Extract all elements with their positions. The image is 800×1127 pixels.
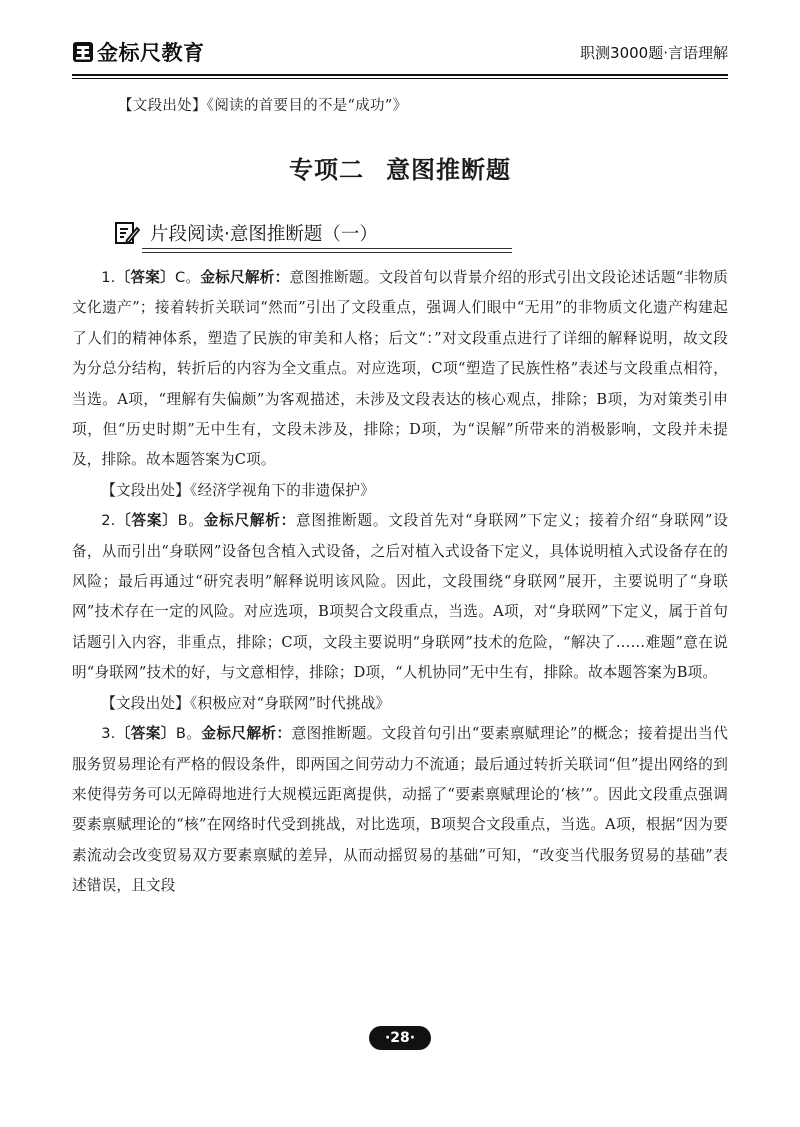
answer-label: 〔答案〕 [115,725,176,743]
answer-value: B。 [175,725,202,743]
section-title-part1: 专项二 [289,156,364,184]
section-title [0,150,800,185]
analysis-label: 金标尺解析： [203,512,296,530]
logo-text: 金标尺教育 [97,41,205,65]
answer-item-2: 2.〔答案〕B。金标尺解析：意图推断题。文段首先对“身联网”下定义；接着介绍“身联网”设备，从而引出“身联网”设备包含植入式设备，之后对植入式设备下定义，具体说明植入式设备存在的风险；最后再通过“研究表明”解释说明该风险。因此，文段围绕“身联网”展开，主要说明了“身联网”技术存在一定的风险。对应选项，B项契合文段重点，当选。A项，对“身联网”下定义，属于首句话题引入内容，非重点，排除；C项，文段主要说明“身联网”技术的危险，“解决了……难题”意在说明“身联网”技术的好，与文意相悖，排除；D项，“人机协同”无中生有，排除。故本题答案为B项。 [72,512,728,682]
pencil-note-icon [114,220,140,246]
analysis-text: 意图推断题。文段首句引出“要素禀赋理论”的概念；接着提出当代服务贸易理论有严格的假设条件，即两国之间劳动力不流通；最后通过转折关联词“但”提出网络的到来使得劳务可以无障碍地进行大规模远距离提供，动摇了“要素禀赋理论的‘核’”。因此文段重点强调要素禀赋理论的“核”在网络时代受到挑战，对比选项，B项契合文段重点，当选。A项，根据“因为要素流动会改变贸易双方要素禀赋的差异，从而动摇贸易的基础”可知，“改变当代服务贸易的基础”表述错误，且文段 [72,725,728,895]
analysis-text: 意图推断题。文段首先对“身联网”下定义；接着介绍“身联网”设备，从而引出“身联网”设备包含植入式设备，之后对植入式设备下定义，具体说明植入式设备存在的风险；最后再通过“研究表明”解释说明该风险。因此，文段围绕“身联网”展开，主要说明了“身联网”技术存在一定的风险。对应选项，B项契合文段重点，当选。A项，对“身联网”下定义，属于首句话题引入内容，非重点，排除；C项，文段主要说明“身联网”技术的危险，“解决了……难题”意在说明“身联网”技术的好，与文意相悖，排除；D项，“人机协同”无中生有，排除。故本题答案为B项。 [72,512,728,682]
logo [72,38,205,66]
analysis-label: 金标尺解析： [201,725,292,743]
answer-item-3: 3.〔答案〕B。金标尺解析：意图推断题。文段首句引出“要素禀赋理论”的概念；接着提出当代服务贸易理论有严格的假设条件，即两国之间劳动力不流通；最后通过转折关联词“但”提出网络的到来使得劳务可以无障碍地进行大规模远距离提供，动摇了“要素禀赋理论的‘核’”。因此文段重点强调要素禀赋理论的“核”在网络时代受到挑战，对比选项，B项契合文段重点，当选。A项，根据“因为要素流动会改变贸易双方要素禀赋的差异，从而动摇贸易的基础”可知，“改变当代服务贸易的基础”表述错误，且文段 [72,725,728,895]
analysis-text: 意图推断题。文段首句以背景介绍的形式引出文段论述话题“非物质文化遗产”；接着转折关联词“然而”引出了文段重点，强调人们眼中“无用”的非物质文化遗产构建起了人们的精神体系，塑造了民族的审美和人格；后文“：”对文段重点进行了详细的解释说明，故文段为分总分结构，转折后的内容为全文重点。对应选项，C项“塑造了民族性格”表述与文段重点相符，当选。A项，“理解有失偏颇”为客观描述，未涉及文段表达的核心观点，排除；B项，为对策类引申项，但“历史时期”无中生有，文段未涉及，排除；D项，为“误解”所带来的消极影响，文段并未提及，排除。故本题答案为C项。 [72,269,729,469]
header-rule [72,74,728,76]
answer-value: B。 [177,512,204,530]
source-citation-1: 【文段出处】《经济学视角下的非遗保护》 [101,481,375,499]
section-title-part2: 意图推断题 [386,156,511,184]
answer-label: 〔答案〕 [115,512,178,530]
subsection-underline [142,248,512,253]
header-title: 职测3000题·言语理解 [580,44,728,62]
answer-value: C。 [175,269,201,286]
logo-icon [72,41,94,63]
answer-body [72,263,728,902]
page-header [72,34,728,78]
subsection-title: 片段阅读·意图推断题（一） [150,224,378,245]
page-number: ·28· [369,1026,431,1050]
top-source-citation: 【文段出处】《阅读的首要目的不是“成功”》 [118,98,408,114]
source-citation-2: 【文段出处】《积极应对“身联网”时代挑战》 [101,694,391,712]
header-rule-thin [72,78,728,79]
answer-label: 〔答案〕 [115,269,176,286]
answer-item-1: 1.〔答案〕C。金标尺解析：意图推断题。文段首句以背景介绍的形式引出文段论述话题“非物质文化遗产”；接着转折关联词“然而”引出了文段重点，强调人们眼中“无用”的非物质文化遗产构建起了人们的精神体系，塑造了民族的审美和人格；后文“：”对文段重点进行了详细的解释说明，故文段为分总分结构，转折后的内容为全文重点。对应选项，C项“塑造了民族性格”表述与文段重点相符，当选。A项，“理解有失偏颇”为客观描述，未涉及文段表达的核心观点，排除；B项，为对策类引申项，但“历史时期”无中生有，文段未涉及，排除；D项，为“误解”所带来的消极影响，文段并未提及，排除。故本题答案为C项。 [72,269,729,469]
analysis-label: 金标尺解析： [200,269,290,286]
